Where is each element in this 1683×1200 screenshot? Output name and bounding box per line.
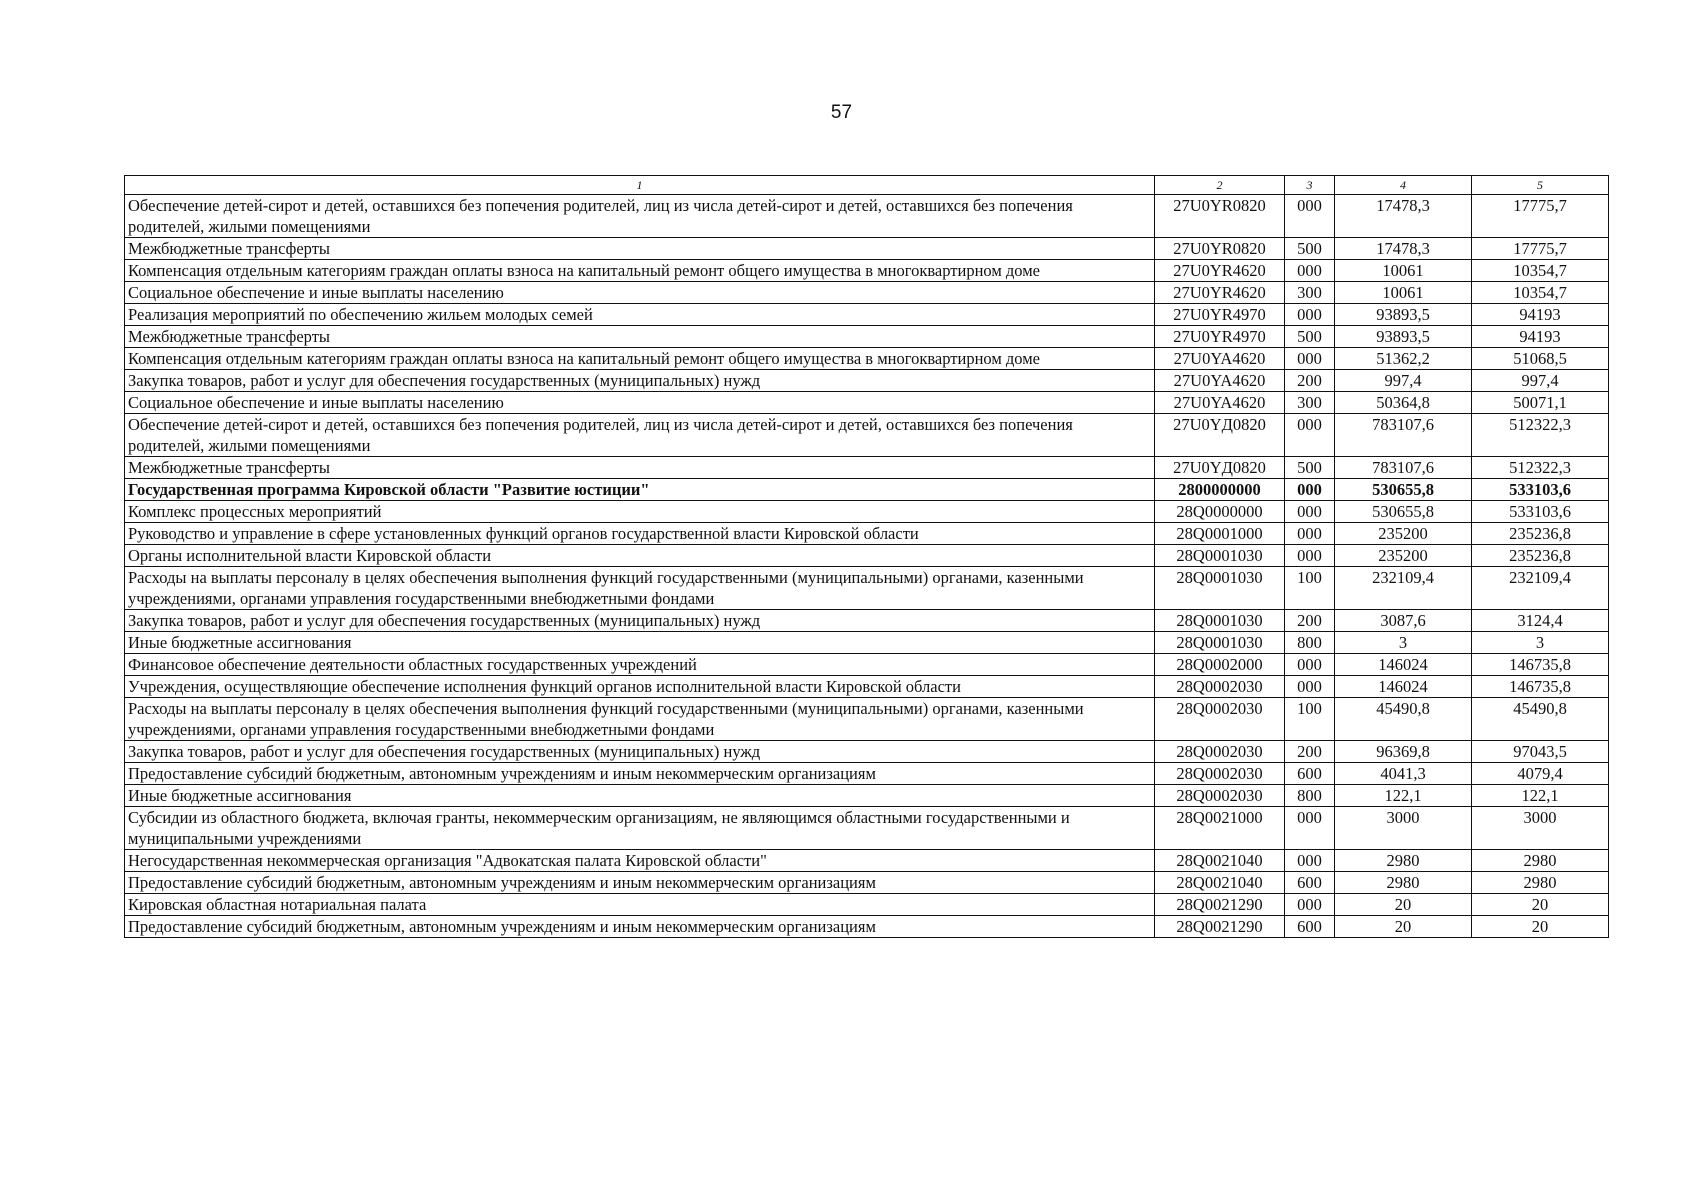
expense-name-cell: Комплекс процессных мероприятий bbox=[125, 501, 1155, 523]
budget-code-cell: 28Q0002030 bbox=[1155, 741, 1285, 763]
table-row bbox=[125, 457, 1609, 479]
amount-year2-cell: 235236,8 bbox=[1472, 523, 1609, 545]
amount-year2-cell: 10354,7 bbox=[1472, 282, 1609, 304]
table-row bbox=[125, 872, 1609, 894]
amount-year1-cell: 45490,8 bbox=[1335, 698, 1472, 741]
table-row bbox=[125, 785, 1609, 807]
budget-code-cell: 28Q0001030 bbox=[1155, 610, 1285, 632]
table-row bbox=[125, 654, 1609, 676]
header-col-1: 1 bbox=[125, 176, 1155, 195]
expense-name-cell: Закупка товаров, работ и услуг для обеспечения государственных (муниципальных) нужд bbox=[125, 610, 1155, 632]
expense-type-cell: 500 bbox=[1285, 238, 1335, 260]
expense-name-cell: Негосударственная некоммерческая организация "Адвокатская палата Кировской области" bbox=[125, 850, 1155, 872]
table-row bbox=[125, 238, 1609, 260]
expense-name-cell: Межбюджетные трансферты bbox=[125, 326, 1155, 348]
expense-name-cell: Реализация мероприятий по обеспечению жильем молодых семей bbox=[125, 304, 1155, 326]
expense-name-cell: Закупка товаров, работ и услуг для обеспечения государственных (муниципальных) нужд bbox=[125, 370, 1155, 392]
amount-year1-cell: 2980 bbox=[1335, 850, 1472, 872]
amount-year1-cell: 530655,8 bbox=[1335, 501, 1472, 523]
expense-name-cell: Обеспечение детей-сирот и детей, оставшихся без попечения родителей, лиц из числа детей-сирот и детей, оставшихся без попечения родителей, жилыми помещениями bbox=[125, 414, 1155, 457]
amount-year1-cell: 17478,3 bbox=[1335, 238, 1472, 260]
budget-code-cell: 28Q0001030 bbox=[1155, 567, 1285, 610]
budget-code-cell: 27U0YR0820 bbox=[1155, 195, 1285, 238]
amount-year2-cell: 17775,7 bbox=[1472, 238, 1609, 260]
budget-code-cell: 28Q0021040 bbox=[1155, 872, 1285, 894]
expense-type-cell: 200 bbox=[1285, 370, 1335, 392]
expense-type-cell: 100 bbox=[1285, 567, 1335, 610]
header-col-3: 3 bbox=[1285, 176, 1335, 195]
budget-code-cell: 27U0YR0820 bbox=[1155, 238, 1285, 260]
expense-name-cell: Расходы на выплаты персоналу в целях обеспечения выполнения функций государственными (муниципальными) органами, казенными учреждениями, органами управления государственными внебюджетными фондами bbox=[125, 567, 1155, 610]
amount-year1-cell: 20 bbox=[1335, 916, 1472, 938]
table-row bbox=[125, 348, 1609, 370]
amount-year1-cell: 51362,2 bbox=[1335, 348, 1472, 370]
amount-year1-cell: 235200 bbox=[1335, 523, 1472, 545]
table-row bbox=[125, 479, 1609, 501]
amount-year1-cell: 997,4 bbox=[1335, 370, 1472, 392]
amount-year2-cell: 94193 bbox=[1472, 326, 1609, 348]
budget-code-cell: 28Q0002030 bbox=[1155, 785, 1285, 807]
table-row bbox=[125, 414, 1609, 457]
amount-year2-cell: 512322,3 bbox=[1472, 457, 1609, 479]
amount-year1-cell: 93893,5 bbox=[1335, 304, 1472, 326]
table-row bbox=[125, 304, 1609, 326]
amount-year1-cell: 146024 bbox=[1335, 676, 1472, 698]
table-row bbox=[125, 763, 1609, 785]
expense-name-cell: Социальное обеспечение и иные выплаты населению bbox=[125, 282, 1155, 304]
expense-name-cell: Руководство и управление в сфере установленных функций органов государственной власти Кировской области bbox=[125, 523, 1155, 545]
budget-code-cell: 28Q0000000 bbox=[1155, 501, 1285, 523]
amount-year2-cell: 533103,6 bbox=[1472, 501, 1609, 523]
budget-code-cell: 28Q0021000 bbox=[1155, 807, 1285, 850]
expense-type-cell: 300 bbox=[1285, 392, 1335, 414]
table-row bbox=[125, 501, 1609, 523]
expense-name-cell: Межбюджетные трансферты bbox=[125, 238, 1155, 260]
budget-code-cell: 27U0YR4620 bbox=[1155, 282, 1285, 304]
amount-year2-cell: 232109,4 bbox=[1472, 567, 1609, 610]
expense-type-cell: 000 bbox=[1285, 676, 1335, 698]
expense-name-cell: Расходы на выплаты персоналу в целях обеспечения выполнения функций государственными (муниципальными) органами, казенными учреждениями, органами управления государственными внебюджетными фондами bbox=[125, 698, 1155, 741]
budget-code-cell: 28Q0001030 bbox=[1155, 632, 1285, 654]
budget-code-cell: 28Q0001030 bbox=[1155, 545, 1285, 567]
expense-type-cell: 600 bbox=[1285, 872, 1335, 894]
expense-type-cell: 000 bbox=[1285, 479, 1335, 501]
amount-year1-cell: 20 bbox=[1335, 894, 1472, 916]
expense-type-cell: 000 bbox=[1285, 850, 1335, 872]
expense-type-cell: 000 bbox=[1285, 501, 1335, 523]
amount-year2-cell: 146735,8 bbox=[1472, 654, 1609, 676]
expense-type-cell: 000 bbox=[1285, 304, 1335, 326]
amount-year2-cell: 51068,5 bbox=[1472, 348, 1609, 370]
expense-type-cell: 200 bbox=[1285, 610, 1335, 632]
table-row bbox=[125, 894, 1609, 916]
amount-year2-cell: 17775,7 bbox=[1472, 195, 1609, 238]
table-row bbox=[125, 260, 1609, 282]
header-col-4: 4 bbox=[1335, 176, 1472, 195]
amount-year2-cell: 533103,6 bbox=[1472, 479, 1609, 501]
budget-code-cell: 28Q0002000 bbox=[1155, 654, 1285, 676]
amount-year2-cell: 235236,8 bbox=[1472, 545, 1609, 567]
amount-year2-cell: 3124,4 bbox=[1472, 610, 1609, 632]
expense-type-cell: 000 bbox=[1285, 807, 1335, 850]
amount-year2-cell: 10354,7 bbox=[1472, 260, 1609, 282]
expense-type-cell: 000 bbox=[1285, 523, 1335, 545]
table-body bbox=[125, 195, 1609, 938]
table-row bbox=[125, 370, 1609, 392]
amount-year2-cell: 997,4 bbox=[1472, 370, 1609, 392]
expense-type-cell: 000 bbox=[1285, 260, 1335, 282]
budget-code-cell: 27U0YA4620 bbox=[1155, 348, 1285, 370]
amount-year2-cell: 97043,5 bbox=[1472, 741, 1609, 763]
expense-type-cell: 100 bbox=[1285, 698, 1335, 741]
expense-type-cell: 000 bbox=[1285, 414, 1335, 457]
amount-year2-cell: 45490,8 bbox=[1472, 698, 1609, 741]
expense-name-cell: Компенсация отдельным категориям граждан оплаты взноса на капитальный ремонт общего имущества в многоквартирном доме bbox=[125, 348, 1155, 370]
table-row bbox=[125, 545, 1609, 567]
table-row bbox=[125, 850, 1609, 872]
expense-name-cell: Учреждения, осуществляющие обеспечение исполнения функций органов исполнительной власти Кировской области bbox=[125, 676, 1155, 698]
expense-type-cell: 800 bbox=[1285, 632, 1335, 654]
amount-year2-cell: 2980 bbox=[1472, 850, 1609, 872]
expense-type-cell: 600 bbox=[1285, 763, 1335, 785]
amount-year1-cell: 783107,6 bbox=[1335, 414, 1472, 457]
budget-code-cell: 27U0YД0820 bbox=[1155, 457, 1285, 479]
budget-code-cell: 27U0YД0820 bbox=[1155, 414, 1285, 457]
expense-name-cell: Компенсация отдельным категориям граждан оплаты взноса на капитальный ремонт общего имущества в многоквартирном доме bbox=[125, 260, 1155, 282]
amount-year1-cell: 10061 bbox=[1335, 260, 1472, 282]
expense-name-cell: Субсидии из областного бюджета, включая гранты, некоммерческим организациям, не являющимся областными государственными и муниципальными учреждениями bbox=[125, 807, 1155, 850]
expense-type-cell: 000 bbox=[1285, 894, 1335, 916]
expense-type-cell: 000 bbox=[1285, 195, 1335, 238]
expense-name-cell: Предоставление субсидий бюджетным, автономным учреждениям и иным некоммерческим организациям bbox=[125, 916, 1155, 938]
budget-code-cell: 27U0YA4620 bbox=[1155, 392, 1285, 414]
budget-code-cell: 2800000000 bbox=[1155, 479, 1285, 501]
amount-year2-cell: 20 bbox=[1472, 916, 1609, 938]
budget-code-cell: 27U0YA4620 bbox=[1155, 370, 1285, 392]
amount-year1-cell: 50364,8 bbox=[1335, 392, 1472, 414]
table-row bbox=[125, 676, 1609, 698]
amount-year2-cell: 3000 bbox=[1472, 807, 1609, 850]
expense-name-cell: Государственная программа Кировской области "Развитие юстиции" bbox=[125, 479, 1155, 501]
table-row bbox=[125, 916, 1609, 938]
expense-name-cell: Межбюджетные трансферты bbox=[125, 457, 1155, 479]
amount-year1-cell: 3 bbox=[1335, 632, 1472, 654]
budget-code-cell: 27U0YR4620 bbox=[1155, 260, 1285, 282]
expense-name-cell: Кировская областная нотариальная палата bbox=[125, 894, 1155, 916]
expense-type-cell: 200 bbox=[1285, 741, 1335, 763]
header-col-5: 5 bbox=[1472, 176, 1609, 195]
expense-name-cell: Иные бюджетные ассигнования bbox=[125, 632, 1155, 654]
page-number: 57 bbox=[830, 102, 853, 123]
expense-type-cell: 500 bbox=[1285, 326, 1335, 348]
amount-year1-cell: 3000 bbox=[1335, 807, 1472, 850]
table-row bbox=[125, 807, 1609, 850]
expense-name-cell: Иные бюджетные ассигнования bbox=[125, 785, 1155, 807]
budget-code-cell: 28Q0002030 bbox=[1155, 763, 1285, 785]
expense-name-cell: Предоставление субсидий бюджетным, автономным учреждениям и иным некоммерческим организациям bbox=[125, 872, 1155, 894]
amount-year1-cell: 122,1 bbox=[1335, 785, 1472, 807]
table-row bbox=[125, 610, 1609, 632]
expense-name-cell: Предоставление субсидий бюджетным, автономным учреждениям и иным некоммерческим организациям bbox=[125, 763, 1155, 785]
expense-type-cell: 000 bbox=[1285, 654, 1335, 676]
amount-year2-cell: 146735,8 bbox=[1472, 676, 1609, 698]
table-row bbox=[125, 195, 1609, 238]
expense-name-cell: Обеспечение детей-сирот и детей, оставшихся без попечения родителей, лиц из числа детей-сирот и детей, оставшихся без попечения родителей, жилыми помещениями bbox=[125, 195, 1155, 238]
expense-type-cell: 600 bbox=[1285, 916, 1335, 938]
amount-year1-cell: 4041,3 bbox=[1335, 763, 1472, 785]
table-row bbox=[125, 632, 1609, 654]
budget-code-cell: 28Q0021290 bbox=[1155, 894, 1285, 916]
budget-code-cell: 28Q0001000 bbox=[1155, 523, 1285, 545]
table-row bbox=[125, 523, 1609, 545]
expense-type-cell: 300 bbox=[1285, 282, 1335, 304]
amount-year2-cell: 20 bbox=[1472, 894, 1609, 916]
expense-name-cell: Закупка товаров, работ и услуг для обеспечения государственных (муниципальных) нужд bbox=[125, 741, 1155, 763]
amount-year1-cell: 3087,6 bbox=[1335, 610, 1472, 632]
budget-code-cell: 28Q0002030 bbox=[1155, 698, 1285, 741]
budget-code-cell: 28Q0021290 bbox=[1155, 916, 1285, 938]
header-row bbox=[125, 176, 1609, 195]
table-row bbox=[125, 392, 1609, 414]
amount-year1-cell: 2980 bbox=[1335, 872, 1472, 894]
budget-code-cell: 28Q0002030 bbox=[1155, 676, 1285, 698]
table-row bbox=[125, 741, 1609, 763]
amount-year2-cell: 4079,4 bbox=[1472, 763, 1609, 785]
expense-type-cell: 500 bbox=[1285, 457, 1335, 479]
amount-year1-cell: 783107,6 bbox=[1335, 457, 1472, 479]
amount-year1-cell: 96369,8 bbox=[1335, 741, 1472, 763]
expense-type-cell: 000 bbox=[1285, 545, 1335, 567]
table-row bbox=[125, 326, 1609, 348]
expense-name-cell: Социальное обеспечение и иные выплаты населению bbox=[125, 392, 1155, 414]
table-row bbox=[125, 698, 1609, 741]
budget-code-cell: 27U0YR4970 bbox=[1155, 304, 1285, 326]
amount-year1-cell: 93893,5 bbox=[1335, 326, 1472, 348]
expense-type-cell: 000 bbox=[1285, 348, 1335, 370]
expense-name-cell: Финансовое обеспечение деятельности областных государственных учреждений bbox=[125, 654, 1155, 676]
budget-table bbox=[124, 175, 1609, 938]
amount-year2-cell: 94193 bbox=[1472, 304, 1609, 326]
table-row bbox=[125, 282, 1609, 304]
amount-year1-cell: 235200 bbox=[1335, 545, 1472, 567]
amount-year2-cell: 512322,3 bbox=[1472, 414, 1609, 457]
expense-type-cell: 800 bbox=[1285, 785, 1335, 807]
amount-year2-cell: 3 bbox=[1472, 632, 1609, 654]
amount-year1-cell: 10061 bbox=[1335, 282, 1472, 304]
budget-code-cell: 28Q0021040 bbox=[1155, 850, 1285, 872]
amount-year1-cell: 17478,3 bbox=[1335, 195, 1472, 238]
amount-year2-cell: 122,1 bbox=[1472, 785, 1609, 807]
amount-year2-cell: 2980 bbox=[1472, 872, 1609, 894]
table-row bbox=[125, 567, 1609, 610]
header-col-2: 2 bbox=[1155, 176, 1285, 195]
amount-year2-cell: 50071,1 bbox=[1472, 392, 1609, 414]
amount-year1-cell: 530655,8 bbox=[1335, 479, 1472, 501]
expense-name-cell: Органы исполнительной власти Кировской области bbox=[125, 545, 1155, 567]
budget-code-cell: 27U0YR4970 bbox=[1155, 326, 1285, 348]
amount-year1-cell: 146024 bbox=[1335, 654, 1472, 676]
amount-year1-cell: 232109,4 bbox=[1335, 567, 1472, 610]
